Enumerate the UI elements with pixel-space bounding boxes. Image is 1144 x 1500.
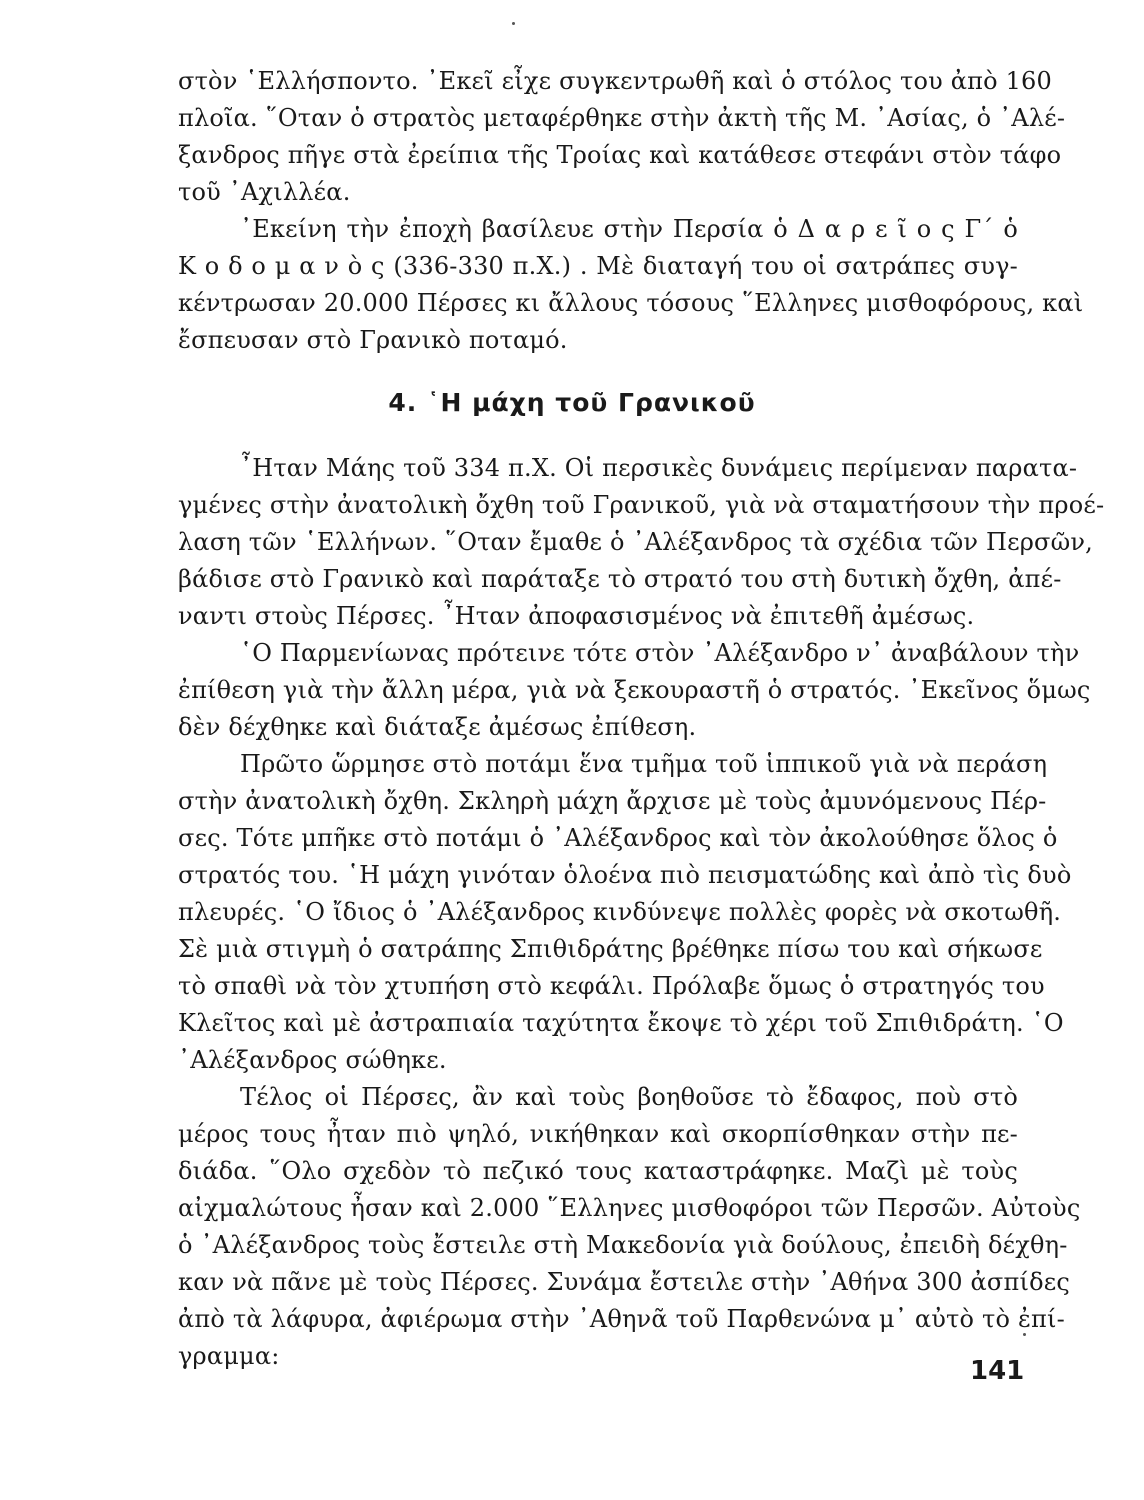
text-line: πλευρές. ῾Ο ἴδιος ὁ ᾿Αλέξανδρος κινδύνεψε πολλὲς φορὲς νὰ σκοτωθῆ. <box>178 898 1062 926</box>
text-line: καν νὰ πᾶνε μὲ τοὺς Πέρσες. Συνάμα ἔστειλε στὴν ᾿Αθήνα 300 ἀσπίδες <box>178 1268 1070 1296</box>
text-line: ἐπίθεση γιὰ τὴν ἄλλη μέρα, γιὰ νὰ ξεκουραστῆ ὁ στρατός. ᾿Εκεῖνος ὅμως <box>178 676 1091 704</box>
text-line: βάδισε στὸ Γρανικὸ καὶ παράταξε τὸ στρατό του στὴ δυτικὴ ὄχθη, ἀπέ- <box>178 565 1062 593</box>
page-number: 141 <box>970 1356 1025 1386</box>
text-line: Τέλος οἱ Πέρσες, ἂν καὶ τοὺς βοηθοῦσε τὸ ἔδαφος, ποὺ στὸ <box>240 1083 1018 1111</box>
text-line: Κλεῖτος καὶ μὲ ἀστραπιαία ταχύτητα ἔκοψε τὸ χέρι τοῦ Σπιθιδράτη. ῾Ο <box>178 1009 1064 1037</box>
text-line: στὴν ἀνατολικὴ ὄχθη. Σκληρὴ μάχη ἄρχισε μὲ τοὺς ἀμυνόμενους Πέρ- <box>178 787 1047 815</box>
text-line: Κ ο δ ο μ α ν ὸ ς (336-330 π.Χ.) . Μὲ διαταγή του οἱ σατράπες συγ- <box>178 252 1018 280</box>
section-heading: 4. ῾Η μάχη τοῦ Γρανικοῦ <box>388 388 756 417</box>
text-line: μέρος τους ἦταν πιὸ ψηλό, νικήθηκαν καὶ σκορπίσθηκαν στὴν πε- <box>178 1120 1018 1148</box>
text-line: ναντι στοὺς Πέρσες. ῏Ηταν ἀποφασισμένος νὰ ἐπιτεθῆ ἀμέσως. <box>178 602 975 630</box>
text-line: τοῦ ᾿Αχιλλέα. <box>178 178 351 206</box>
text-line: στὸν ῾Ελλήσποντο. ᾿Εκεῖ εἶχε συγκεντρωθῆ καὶ ὁ στόλος του ἀπὸ 160 <box>178 67 1052 95</box>
text-line: δὲν δέχθηκε καὶ διάταξε ἀμέσως ἐπίθεση. <box>178 713 697 741</box>
text-line: ᾿Αλέξανδρος σώθηκε. <box>178 1046 447 1074</box>
text-line: ᾿Εκείνη τὴν ἐποχὴ βασίλευε στὴν Περσία ὁ Δ α ρ ε ῖ ο ς Γ΄ ὁ <box>240 215 1018 243</box>
text-line: αἰχμαλώτους ἦσαν καὶ 2.000 ῞Ελληνες μισθοφόροι τῶν Περσῶν. Αὐτοὺς <box>178 1194 1081 1222</box>
print-speck <box>512 22 515 25</box>
text-line: πλοῖα. ῞Οταν ὁ στρατὸς μεταφέρθηκε στὴν ἀκτὴ τῆς Μ. ᾿Ασίας, ὁ ᾿Αλέ- <box>178 104 1066 132</box>
text-line: Πρῶτο ὥρμησε στὸ ποτάμι ἕνα τμῆμα τοῦ ἱππικοῦ γιὰ νὰ περάση <box>240 750 1048 778</box>
text-line: ῾Ο Παρμενίωνας πρότεινε τότε στὸν ᾿Αλέξανδρο ν᾿ ἀναβάλουν τὴν <box>240 639 1080 667</box>
text-line: σες. Τότε μπῆκε στὸ ποτάμι ὁ ᾿Αλέξανδρος καὶ τὸν ἀκολούθησε ὅλος ὁ <box>178 824 1058 852</box>
text-line: γραμμα: <box>178 1342 280 1370</box>
text-line: διάδα. ῞Ολο σχεδὸν τὸ πεζικό τους καταστράφηκε. Μαζὶ μὲ τοὺς <box>178 1157 1018 1185</box>
text-line: γμένες στὴν ἀνατολικὴ ὄχθη τοῦ Γρανικοῦ, γιὰ νὰ σταματήσουν τὴν προέ- <box>178 491 1105 519</box>
text-line: τὸ σπαθὶ νὰ τὸν χτυπήση στὸ κεφάλι. Πρόλαβε ὅμως ὁ στρατηγός του <box>178 972 1045 1000</box>
print-speck <box>1023 1333 1026 1336</box>
text-line: λαση τῶν ῾Ελλήνων. ῞Οταν ἔμαθε ὁ ᾿Αλέξανδρος τὰ σχέδια τῶν Περσῶν, <box>178 528 1094 556</box>
text-line: στρατός του. ῾Η μάχη γινόταν ὁλοένα πιὸ πεισματώδης καὶ ἀπὸ τὶς δυὸ <box>178 861 1072 889</box>
text-line: ῏Ηταν Μάης τοῦ 334 π.Χ. Οἱ περσικὲς δυνάμεις περίμεναν παρατα- <box>240 454 1078 482</box>
text-line: ὁ ᾿Αλέξανδρος τοὺς ἔστειλε στὴ Μακεδονία γιὰ δούλους, ἐπειδὴ δέχθη- <box>178 1231 1068 1259</box>
text-line: ἔσπευσαν στὸ Γρανικὸ ποταμό. <box>178 326 568 354</box>
text-line: ἀπὸ τὰ λάφυρα, ἀφιέρωμα στὴν ᾿Αθηνᾶ τοῦ Παρθενώνα μ᾿ αὐτὸ τὸ ἐπί- <box>178 1305 1065 1333</box>
text-line: ξανδρος πῆγε στὰ ἐρείπια τῆς Τροίας καὶ κατάθεσε στεφάνι στὸν τάφο <box>178 141 1062 169</box>
text-line: Σὲ μιὰ στιγμὴ ὁ σατράπης Σπιθιδράτης βρέθηκε πίσω του καὶ σήκωσε <box>178 935 1043 963</box>
text-line: κέντρωσαν 20.000 Πέρσες κι ἄλλους τόσους ῞Ελληνες μισθοφόρους, καὶ <box>178 289 1084 317</box>
